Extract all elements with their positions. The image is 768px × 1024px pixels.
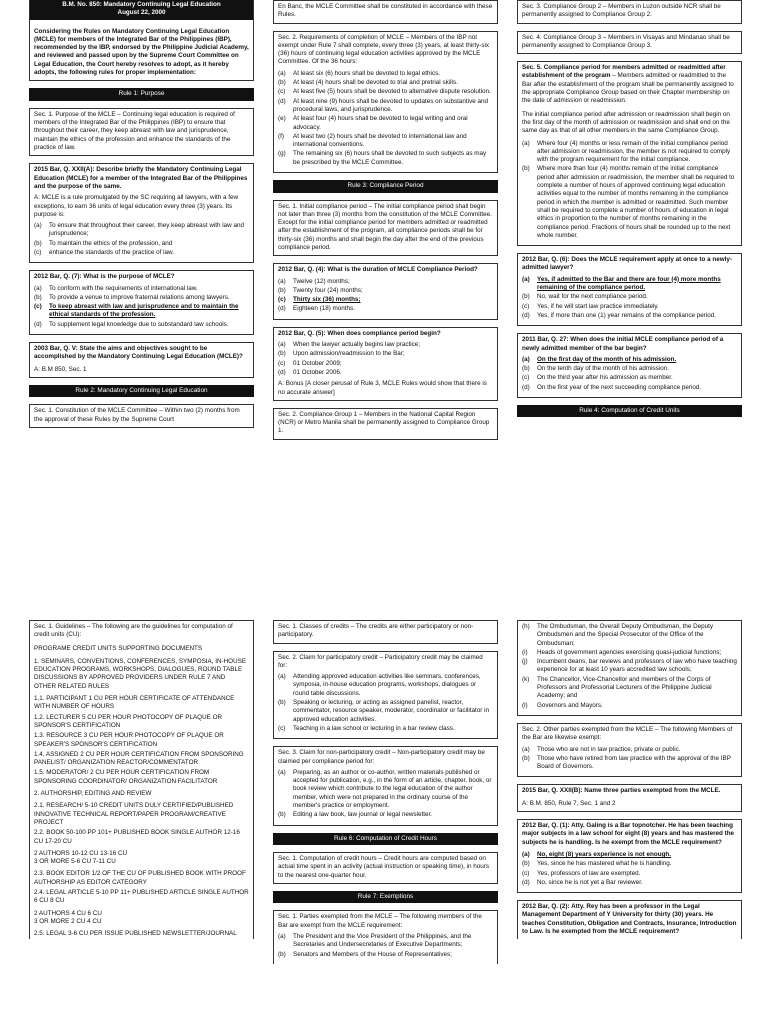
rule3-sec1-box [273,200,498,257]
list-item: (b) Those who have retired from law practice with the approval of the IBP Board of Governors. [522,754,731,771]
choice-item: (d) 01 October 2006. [278,368,342,376]
question-text: 2012 Bar, Q. (4): What is the duration of MCLE Compliance Period? [278,266,478,274]
question-text: 2003 Bar, Q. V: State the aims and objectives sought to be accomplished by the Mandatory Continuing Legal Education (MCLE)? [34,345,243,361]
choice-item: (b) On the tenth day of the month of his admission. [522,365,669,373]
choice-item: (d) Yes, if more than one (1) year remains of the compliance period. [522,311,716,319]
choice-item: (b) To provide a venue to improve fraternal relations among lawyers. [34,293,230,301]
list-item: (b) At least (4) hours shall be devoted to trial and pretrial skills. [278,79,458,87]
list-item: (a) Preparing, as an author or co-author, written materials published or accepted for publication, e.g., in the form of an article, chapter, book, or book review which contribute to the legal education of the author member, which were not prepared in the ordinary course of the member's practice or employment. [278,768,492,810]
bar-question-2012-1 [517,819,742,893]
list-item: (e) At least four (4) hours shall be devoted to legal writing and oral advocacy. [278,115,468,131]
list-item: (a) Attending approved education activities like seminars, conferences, symposia, in-house education programs, workshops, dialogues or round table discussions. [278,673,481,697]
rule7-sec1-box [273,910,498,963]
answer-text: A: B.M. 850, Rule 7, Sec. 1 and 2 [522,799,616,807]
list-item: (a) Those who are not in law practice, private or public. [522,745,681,753]
rule5-sec3-text: Sec. 3. Claim for non-participatory credit – Non-participatory credit may be claimed per compliance period for: [278,749,485,765]
rule7-sec2-text: Sec. 2. Other parties exempted from the MCLE – The following Members of the Bar are likewise exempt: [522,725,733,742]
page1-column-2 [273,0,498,574]
rule3-heading: Rule 3: Compliance Period [273,180,498,192]
rule5-sec1-box [273,620,498,644]
rule4-heading: Rule 4: Computation of Credit Units [517,405,742,417]
rule2-sec2-text: Sec. 2. Requirements of completion of MCLE – Members of the IBP not exempt under Rule 7 shall complete, every three (3) years, at least thirty-six (36) hours of continuing legal education activities approved by the MCLE Committee. Of the 36 hours: [278,33,490,66]
rule2-sec1-text: Sec. 1. Constitution of the MCLE Committee – Within two (2) months from the approval of these Rules by the Supreme Court [34,407,240,423]
guideline-line: 2.4. LEGAL ARTICLE 5-10 PP 11+ PUBLISHED ARTICLE SINGLE AUTHOR 6 CU 8 CU [34,889,249,905]
list-item: (f) At least two (2) hours shall be devoted to international law and international conventions. [278,132,467,149]
rule5-sec1-text: Sec. 1. Classes of credits – The credits are either participatory or non-participatory. [278,623,474,639]
rule5-sec2-text: Sec. 2. Claim for participatory credit – Participatory credit may be claimed for: [278,653,483,669]
page2-column-3 [517,620,742,1024]
rule4-sec1-box [29,620,254,939]
correct-choice-item: (a) Yes, if admitted to the Bar and there are four (4) more months remaining of the compliance period. [522,275,721,292]
page-gap [0,574,768,620]
rule3-sec2-box [273,408,498,440]
bar-question-2011-27 [517,333,742,398]
choice-item: (b) Twenty four (24) months; [278,286,363,294]
rule2-sec1-continued-box [273,0,498,24]
list-item: (a) Where four (4) months or less remain of the initial compliance period after admission or readmission, the member is not required to comply with the program requirement for the initial compliance. [522,139,731,164]
rule6-sec1-text: Sec. 1. Computation of credit hours – Credit hours are computed based on actual time spent in an activity (actual instruction or speaking time), in hours to the nearest one-quarter hour. [278,855,490,879]
page1-column-1 [29,0,254,574]
list-item: (d) At least nine (9) hours shall be devoted to updates on substantive and procedural laws, and jurisprudence. [278,97,488,113]
choice-list [278,278,493,314]
guideline-line: 1. SEMINARS, CONVENTIONS, CONFERENCES, SYMPOSIA, IN-HOUSE EDUCATION PROGRAMS, WORKSHOPS, DIALOGUES, ROUND TABLE DISCUSSIONS BY APPROVED PROVIDERS UNDER RULE 7 AND OTHER RELATED RULES [34,657,247,690]
question-text: 2012 Bar, Q. (1): Atty. Galing is a Bar topnotcher. He has been teaching major subjects in a law school for eight (8) years and has mastered the subjects he is handling. Is he exempt from the MCLE requirement? [522,822,735,846]
list-item: (l) Governors and Mayors. [522,701,603,709]
rule7-sec1-text: Sec. 1. Parties exempted from the MCLE – The following members of the Bar are exempt from the MCLE requirement: [278,913,482,929]
list-item: (b) Speaking or lecturing, or acting as assigned panelist, reactor, commentator, resource speaker, moderator, coordinator or facilitator in approved education activities. [278,699,489,723]
rule7-sec2-box [517,723,742,777]
guideline-line: 2.1. RESEARCH/ 5-10 CREDIT UNITS DULY CERTIFIED/PUBLISHED INNOVATIVE TECHNICAL REPORT/PAPER PROGRAM/CREATIVE PROJECT [34,802,234,826]
question-text: 2012 Bar, Q. (7): What is the purpose of MCLE? [34,273,175,281]
bar-question-2012-7 [29,270,254,335]
answer-text: A: Bonus [A closer perusal of Rule 3, MCLE Rules would show that there is no accurate answer] [278,380,487,396]
rule7-sec1-continued-box [517,620,742,716]
exempt-parties-list-continued [522,623,737,710]
list-item: (a) The President and the Vice President of the Philippines, and the Secretaries and Undersecretaries of Executive Departments; [278,933,472,949]
choice-list [278,341,493,377]
bar-question-2012-6 [517,253,742,326]
list-item: (h) The Ombudsman, the Overall Deputy Ombudsman, the Deputy Ombudsmen and the Special Prosecutor of the Office of the Ombudsman; [522,623,714,647]
rule3-sec4-box [517,31,742,55]
credit-units-heading: PROGRAME CREDIT UNITS SUPPORTING DOCUMENTS [34,644,203,652]
bar-question-2012-2 [517,900,742,939]
document-page-2 [0,620,768,1024]
list-item: (b) Where more than four (4) months remain of the initial compliance period after admission or readmission, the member shall be required to complete a number of hours of approved continuing legal education activities equal to the number of months remaining in the compliance period in which the member is admitted or readmitted. Such member shall be required to complete a number of hours of education in legal ethics in proportion to the number of months remaining in the compliance period. Fractions of hours shall be rounded up to the next whole number. [522,165,735,239]
question-text: 2011 Bar, Q. 27: When does the initial MCLE compliance period of a newly admitted member of the bar begin? [522,336,724,352]
choice-item: (c) 01 October 2009; [278,359,342,367]
list-item: (a) At least six (6) hours shall be devoted to legal ethics. [278,69,441,77]
choice-item: (b) Yes, since he has mastered what he is handling. [522,860,672,868]
choice-list [522,851,737,887]
guideline-line: 2. AUTHORSHIP, EDITING AND REVIEW [34,790,152,798]
list-item: (c) At least five (5) hours shall be devoted to alternative dispute resolution. [278,88,491,96]
list-item: (b) Senators and Members of the House of Representatives; [278,950,452,958]
list-item: (i) Heads of government agencies exercising quasi-judicial functions; [522,648,722,656]
answer-list [34,222,249,257]
choice-list [522,356,737,392]
bm850-title: B.M. No. 850: Mandatory Continuing Legal Education [62,1,221,8]
rule3-sec5-paragraph-2: The initial compliance period after admission or readmission shall begin on the first day of the month of admission or readmission and shall end on the same day as that of all other members in the same Compliance Group. [522,110,730,135]
choice-item: (b) No, wait for the next compliance period. [522,293,648,301]
participatory-credit-list [278,673,493,733]
rule3-sec5-heading: Sec. 5. Compliance period for members admitted or readmitted after establishment of the program [522,64,726,80]
list-item: (b) To maintain the ethics of the profession, and [34,239,173,247]
choice-item: (d) On the first year of the next succeeding compliance period. [522,383,702,391]
correct-choice-item: (a) No, eight (8) years experience is not enough. [522,850,672,858]
question-text: 2012 Bar, Q. (2): Atty. Rey has been a professor in the Legal Management Department of Y University for thirty (30) years. He teaches Constitution, Obligation and Contracts, Insurance, Introduction to Law. Is he exempted from the MCLE requirement? [522,903,737,936]
choice-item: (d) No, since he is not yet a Bar reviewer. [522,878,643,886]
rule2-sec2-box [273,31,498,173]
bar-question-2003-v [29,342,254,378]
rule3-sec1-text: Sec. 1. Initial compliance period – The initial compliance period shall begin not later than three (3) months from the constitution of the MCLE Committee. Except for the initial compliance period for members admitted or readmitted after the establishment of the program, all compliance periods shall be for thirty-six (36) months and shall begin the day after the end of the previous compliance period. [278,202,492,251]
bar-question-2015-xxii-a [29,163,254,263]
guideline-line: 1.3. RESOURCE 3 CU PER HOUR PHOTOCOPY OF PLAQUE OR SPEAKER'S SPONSOR'S CERTIFICATION [34,732,224,748]
guideline-line: 1.2. LECTURER 5 CU PER HOUR PHOTOCOPY OF PLAQUE OR SPONSOR'S CERTIFICATION [34,713,223,729]
correct-choice-item: (c) Thirty six (36) months; [278,296,361,304]
choice-item: (d) Eighteen (18) months. [278,305,355,313]
choice-item: (a) When the lawyer actually begins law practice; [278,341,421,349]
guideline-line: 2 AUTHORS 4 CU 6 CU 3 OR MORE 2 CU 4 CU [34,909,102,925]
choice-list [34,285,249,329]
bm850-date: August 22, 2000 [117,9,166,17]
rule3-sec5-box [517,61,742,246]
rule6-heading: Rule 6: Computation of Credit Hours [273,833,498,845]
rule3-sec3-text: Sec. 3. Compliance Group 2 – Members in Luzon outside NCR shall be permanently assigned to Compliance Group 2. [522,3,721,19]
rule1-sec1-box [29,108,254,156]
rule4-sec1-text: Sec. 1. Guidelines – The following are the guidelines for computation of credit units (CU): [34,623,233,639]
rule3-sec2-text: Sec. 2. Compliance Group 1 – Members in the National Capital Region (NCR) or Metro Manila shall be permanently assigned to Compliance Group 1. [278,410,490,435]
guideline-line: 2.5. LEGAL 3-6 CU PER ISSUE PUBLISHED NEWSLETTER/JOURNAL [34,930,237,938]
guideline-line: 2.2. BOOK 50-100 PP 101+ PUBLISHED BOOK SINGLE AUTHOR 12-16 CU 17-20 CU [34,829,240,845]
rule7-heading: Rule 7: Exemptions [273,891,498,903]
rule3-sec5-list [522,140,737,241]
bm850-header-box [29,0,254,81]
list-item: (k) The Chancellor, Vice-Chancellor and members of the Corps of Professors and Professorial Lecturers of the Philippine Judicial Academy; and [522,675,712,700]
choice-item: (c) Yes, professors of law are exempted. [522,869,641,877]
question-text: 2015 Bar, Q. XXII(A): Describe briefly the Mandatory Continuing Legal Education (MCLE) for a member of the Integrated Bar of the Philippines and the purpose of the same. [34,166,248,190]
question-text: 2015 Bar, Q. XXII(B): Name three parties exempted from the MCLE. [522,787,721,795]
bar-question-2015-xxii-b [517,784,742,812]
choice-list [522,276,737,320]
answer-text: A: B.M 850, Sec. 1 [34,365,87,373]
choice-item: (c) On the third year after his admission as member. [522,374,673,382]
guideline-line: 1.1. PARTICIPANT 1 CU PER HOUR CERTIFICATE OF ATTENDANCE WITH NUMBER OF HOURS [34,695,235,711]
list-item: (b) Editing a law book, law journal or legal newsletter. [278,811,432,819]
guideline-line: 1.5. MODERATOR/ 2 CU PER HOUR CERTIFICATION FROM SPONSORING COORDINATOR/ ORGANIZATION FACILITATOR [34,769,218,785]
other-exempt-list [522,746,737,772]
rule5-sec3-box [273,746,498,825]
list-item: (g) The remaining six (6) hours shall be devoted to such subjects as may be prescribed by the MCLE Committee. [278,150,487,166]
credit-units-list [34,658,249,939]
page1-column-3 [517,0,742,574]
rule5-sec2-box [273,651,498,740]
list-item: (j) Incumbent deans, bar reviews and professors of law who have teaching experience for at least 10 years accredited law schools; [522,658,737,674]
bar-question-2012-5 [273,327,498,401]
rule2-heading: Rule 2: Mandatory Continuing Legal Education [29,385,254,397]
choice-item: (d) To supplement legal knowledge due to substandard law schools. [34,320,229,328]
rule1-sec1-text: Sec. 1. Purpose of the MCLE – Continuing legal education is required of members of the Integrated Bar of the Philippines (IBP) to ensure that throughout their career, they keep abreast with law and jurisprudence, maintain the ethics of the profession and enhance the standards of the practice of law. [34,110,235,152]
question-text: 2012 Bar, Q. (6): Does the MCLE requirement apply at once to a newly-admitted lawyer? [522,256,732,272]
bm850-title-block [30,0,253,20]
requirement-list [278,70,493,167]
rule1-heading: Rule 1: Purpose [29,88,254,100]
rule3-sec5-body: – Members admitted or readmitted to the Bar after the establishment of the program shall be permanently assigned to the appropriate Compliance Group based on their Chapter membership on the date of admission or readmission. [522,72,734,105]
bar-question-2012-4 [273,263,498,319]
list-item: (a) To ensure that throughout their career, they keep abreast with law and jurisprudence; [34,222,244,238]
question-text: 2012 Bar, Q. (5): When does compliance period begin? [278,329,441,337]
non-participatory-credit-list [278,769,493,820]
list-item: (c) enhance the standards of the practice of law. [34,248,174,256]
guideline-line: 2 AUTHORS 10-12 CU 13-16 CU 3 OR MORE 5-6 CU 7-11 CU [34,849,128,866]
guideline-line: 1.4. ASSIGNED 2 CU PER HOUR CERTIFICATION FROM SPONSORING PANELIST/ ORGANIZATION REACTOR/COMMENTATOR [34,750,244,767]
choice-item: (a) Twelve (12) months; [278,277,350,285]
choice-item: (a) To conform with the requirements of international law. [34,284,198,292]
correct-choice-item: (c) To keep abreast with law and jurisprudence and to maintain the ethical standards of the profession. [34,303,239,319]
rule2-sec1-box [29,404,254,428]
rule3-sec5-text [522,64,737,105]
choice-item: (b) Upon admission/readmission to the Bar; [278,350,405,358]
page2-column-1 [29,620,254,1024]
list-item: (c) Teaching in a law school or lecturing in a bar review class. [278,724,455,732]
correct-choice-item: (a) On the first day of the month of his admission. [522,355,677,363]
guideline-line: 2.3. BOOK EDITOR 1/2 OF THE CU OF PUBLISHED BOOK WITH PROOF AUTHORSHIP AS EDITOR CATEGORY [34,870,246,886]
rule3-sec3-box [517,0,742,24]
answer-text: A: MCLE is a rule promulgated by the SC requiring all lawyers, with a few exceptions, to earn 36 units of legal education every three (3) years. Its purpose is: [34,194,239,218]
choice-item: (c) Yes, if he will start law practice immediately. [522,302,659,310]
page2-column-2 [273,620,498,1024]
rule3-sec4-text: Sec. 4. Compliance Group 3 – Members in Visayas and Mindanao shall be permanently assigned to Compliance Group 3. [522,33,730,49]
rule6-sec1-box [273,852,498,884]
rule2-sec1-continued-text: En Banc, the MCLE Committee shall be constituted in accordance with these Rules. [278,3,493,19]
exempt-parties-list [278,933,493,959]
bm850-intro: Considering the Rules on Mandatory Continuing Legal Education (MCLE) for members of the Integrated Bar of the Philippines (IBP), recommended by the IBP, endorsed by the Philippine Judicial Academy, and reviewed and passed upon by the Supreme Court Committee on Legal Education, the Court hereby resolves to adopt, as it hereby adopts, the following rules for proper implementation: [34,27,249,77]
